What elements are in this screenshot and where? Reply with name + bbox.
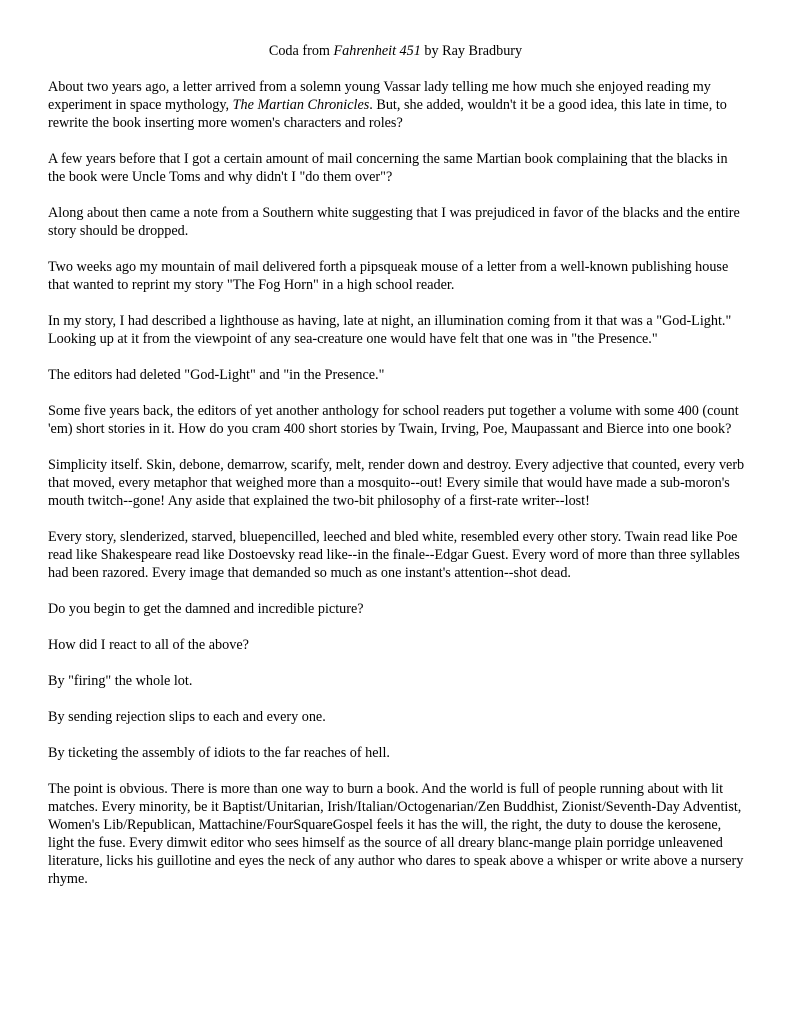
title-prefix: Coda from [268, 43, 334, 59]
paragraph-1-text-b: . But, she added, wouldn't it be a good idea, this late in time, to rewrite the book inserting more women's characters and roles? [48, 97, 727, 131]
paragraph-10: Do you begin to get the damned and incredible picture? [48, 601, 364, 617]
paragraph-11: How did I react to all of the above? [48, 637, 249, 653]
paragraph-14: By ticketing the assembly of idiots to the far reaches of hell. [48, 745, 390, 761]
paragraph-15: The point is obvious. There is more than one way to burn a book. And the world is full of people running about with lit matches. Every minority, be it Baptist/Unitarian, Irish/Italian/Octogenarian/Zen Buddhist, Zionist/Seventh-Day Adventist, Women's Lib/Republican, Mattachine/FourSquareGospel feels it has the will, the right, the duty to douse the kerosene, light the fuse. Every dimwit editor who sees himself as the source of all dreary blanc-mange plain porridge unleavened literature, licks his guillotine and eyes the neck of any author who dares to speak above a whisper or write above a nursery rhyme. [48, 781, 744, 887]
book-title: Fahrenheit 451 [333, 43, 421, 59]
paragraph-3: Along about then came a note from a Southern white suggesting that I was prejudiced in favor of the blacks and the entire story should be dropped. [48, 205, 740, 239]
title-suffix: by Ray Bradbury [420, 43, 523, 59]
paragraph-13: By sending rejection slips to each and every one. [48, 709, 326, 725]
paragraph-7: Some five years back, the editors of yet another anthology for school readers put together a volume with some 400 (count 'em) short stories in it. How do you cram 400 short stories by Twain, Irving, Poe, Maupassant and Bierce into one book? [48, 403, 739, 437]
paragraph-9: Every story, slenderized, starved, bluepencilled, leeched and bled white, resembled every other story. Twain read like Poe read like Shakespeare read like Dostoevsky read like--in the finale--Edgar Guest. Every word of more than three syllables had been razored. Every image that demanded so much as one instant's attention--shot dead. [48, 529, 740, 581]
paragraph-6: The editors had deleted "God-Light" and "in the Presence." [48, 367, 385, 383]
paragraph-1-text-a: About two years ago, a letter arrived from a solemn young Vassar lady telling me how much she enjoyed reading my experiment in space mythology, [48, 79, 711, 113]
paragraph-8: Simplicity itself. Skin, debone, demarrow, scarify, melt, render down and destroy. Every adjective that counted, every verb that moved, every metaphor that weighed more than a mosquito--out! Every simile that would have made a sub-moron's mouth twitch--gone! Any aside that explained the two-bit philosophy of a first-rate writer--lost! [48, 457, 745, 509]
martian-chronicles-title: The Martian Chronicles [232, 97, 370, 113]
document-body [48, 78, 748, 906]
paragraph-12: By "firing" the whole lot. [48, 673, 193, 689]
paragraph-2: A few years before that I got a certain amount of mail concerning the same Martian book complaining that the blacks in the book were Uncle Toms and why didn't I "do them over"? [48, 151, 728, 185]
document-title [0, 42, 791, 60]
paragraph-4: Two weeks ago my mountain of mail delivered forth a pipsqueak mouse of a letter from a well-known publishing house that wanted to reprint my story "The Fog Horn" in a high school reader. [48, 259, 729, 293]
paragraph-1 [48, 78, 748, 132]
paragraph-5: In my story, I had described a lighthouse as having, late at night, an illumination coming from it that was a "God-Light." Looking up at it from the viewpoint of any sea-creature one would have felt that one was in "the Presence." [48, 313, 732, 347]
